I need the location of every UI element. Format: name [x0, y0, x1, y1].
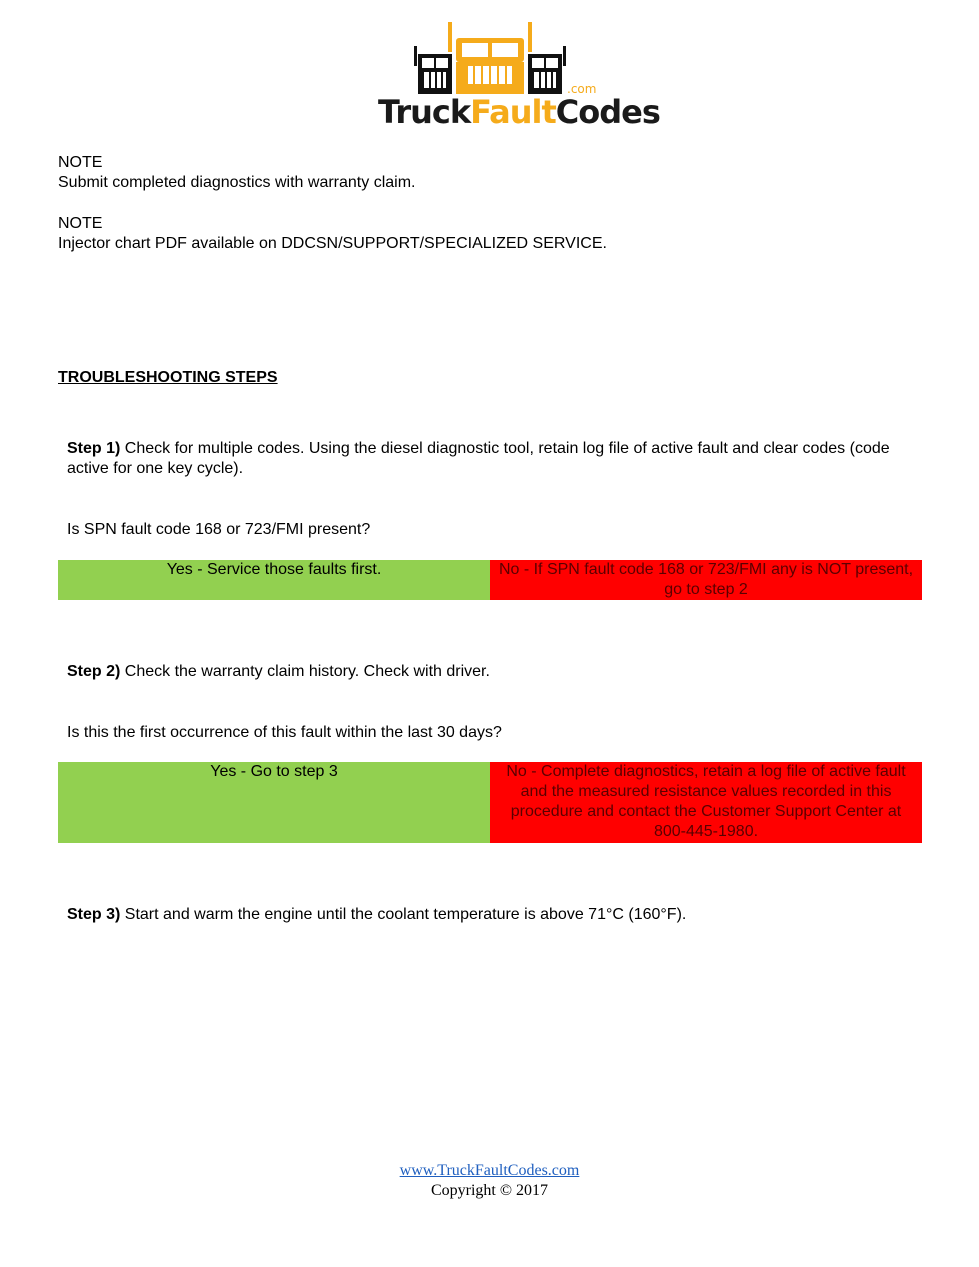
- note-label: NOTE: [58, 215, 103, 232]
- step-1: [67, 439, 907, 479]
- no-outcome: No - If SPN fault code 168 or 723/FMI any is NOT present, go to step 2: [490, 560, 922, 600]
- step-3: [67, 905, 907, 925]
- logo-word-fault: Fault: [470, 93, 556, 131]
- logo-wordmark: [378, 94, 660, 130]
- step-1-decision-row: [58, 560, 922, 600]
- step-text: Start and warm the engine until the coolant temperature is above 71°C (160°F).: [120, 906, 687, 923]
- logo-word-truck: Truck: [378, 93, 471, 131]
- no-outcome: No - Complete diagnostics, retain a log file of active fault and the measured resistance values recorded in this procedure and contact the Customer Support Center at 800-445-1980.: [490, 762, 922, 843]
- step-label: Step 2): [67, 663, 121, 680]
- step-2: [67, 662, 907, 682]
- step-label: Step 1): [67, 440, 121, 457]
- step-text: Check the warranty claim history. Check with driver.: [120, 663, 490, 680]
- logo-word-codes: Codes: [555, 93, 660, 131]
- yes-outcome: Yes - Go to step 3: [58, 762, 490, 843]
- note-block: [58, 153, 415, 193]
- troubleshooting-heading: TROUBLESHOOTING STEPS: [58, 369, 278, 386]
- note-block: [58, 214, 607, 254]
- truck-fault-codes-logo: [370, 18, 660, 131]
- step-2-decision-row: [58, 762, 922, 843]
- step-2-question: Is this the first occurrence of this fault within the last 30 days?: [67, 724, 502, 741]
- copyright-text: Copyright © 2017: [430, 1182, 549, 1199]
- note-text: Submit completed diagnostics with warranty claim.: [58, 174, 416, 191]
- note-label: NOTE: [58, 154, 103, 171]
- logo-domain-suffix: .com: [567, 82, 597, 96]
- note-text: Injector chart PDF available on DDCSN/SUPPORT/SPECIALIZED SERVICE.: [58, 235, 607, 252]
- step-text: Check for multiple codes. Using the diesel diagnostic tool, retain log file of active fault and clear codes (code active for one key cycle).: [67, 440, 890, 477]
- step-label: Step 3): [67, 906, 121, 923]
- step-1-question: Is SPN fault code 168 or 723/FMI present?: [67, 521, 371, 538]
- website-link[interactable]: www.TruckFaultCodes.com: [399, 1162, 580, 1179]
- yes-outcome: Yes - Service those faults first.: [58, 560, 490, 600]
- page-footer: [0, 1161, 979, 1201]
